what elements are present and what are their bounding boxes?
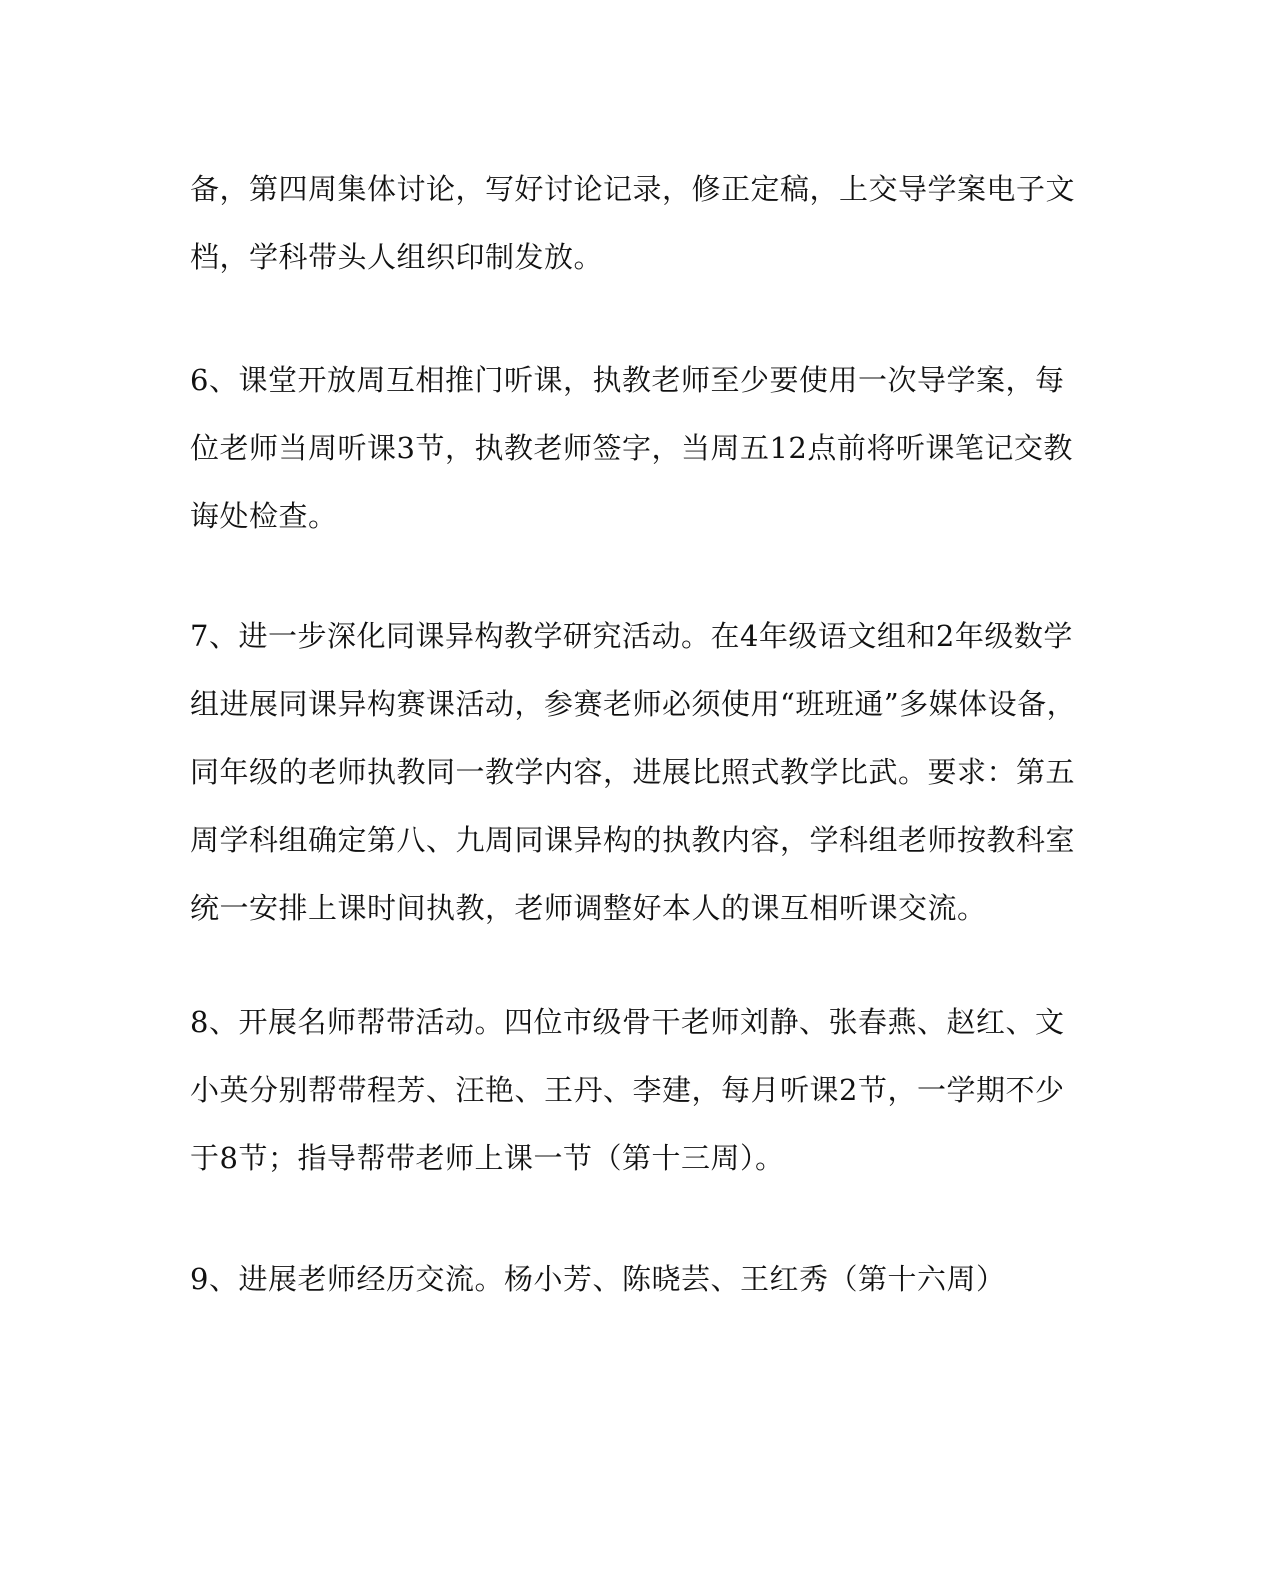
text-line: 7、进一步深化同课异构教学研究活动。在4年级语文组和2年级数学 <box>190 619 1073 653</box>
paragraph-item-9 <box>190 1245 1060 1313</box>
text-line: 于8节；指导帮带老师上课一节（第十三周）。 <box>190 1141 785 1175</box>
paragraph-item-8 <box>190 988 1065 1192</box>
text-line: 组进展同课异构赛课活动，参赛老师必须使用“班班通”多媒体设备， <box>190 687 1077 721</box>
paragraph-item-6 <box>190 346 1073 550</box>
text-line: 小英分别帮带程芳、汪艳、王丹、李建，每月听课2节，一学期不少 <box>190 1073 1065 1107</box>
text-line: 周学科组确定第八、九周同课异构的执教内容，学科组老师按教科室 <box>190 823 1076 857</box>
text-line: 8、开展名师帮带活动。四位市级骨干老师刘静、张春燕、赵红、文 <box>190 1005 1065 1039</box>
text-line: 同年级的老师执教同一教学内容，进展比照式教学比武。要求：第五 <box>190 755 1076 789</box>
text-line: 6、课堂开放周互相推门听课，执教老师至少要使用一次导学案，每 <box>190 363 1065 397</box>
paragraph-continued <box>190 155 1076 291</box>
text-line: 9、进展老师经历交流。杨小芳、陈晓芸、王红秀（第十六周） <box>190 1262 1006 1296</box>
text-line: 档，学科带头人组织印制发放。 <box>190 240 604 274</box>
text-line: 统一安排上课时间执教，老师调整好本人的课互相听课交流。 <box>190 891 987 925</box>
text-line: 位老师当周听课3节，执教老师签字，当周五12点前将听课笔记交教 <box>190 431 1073 465</box>
text-line: 备，第四周集体讨论，写好讨论记录，修正定稿，上交导学案电子文 <box>190 172 1076 206</box>
text-line: 诲处检查。 <box>190 499 338 533</box>
paragraph-item-7 <box>190 602 1077 942</box>
